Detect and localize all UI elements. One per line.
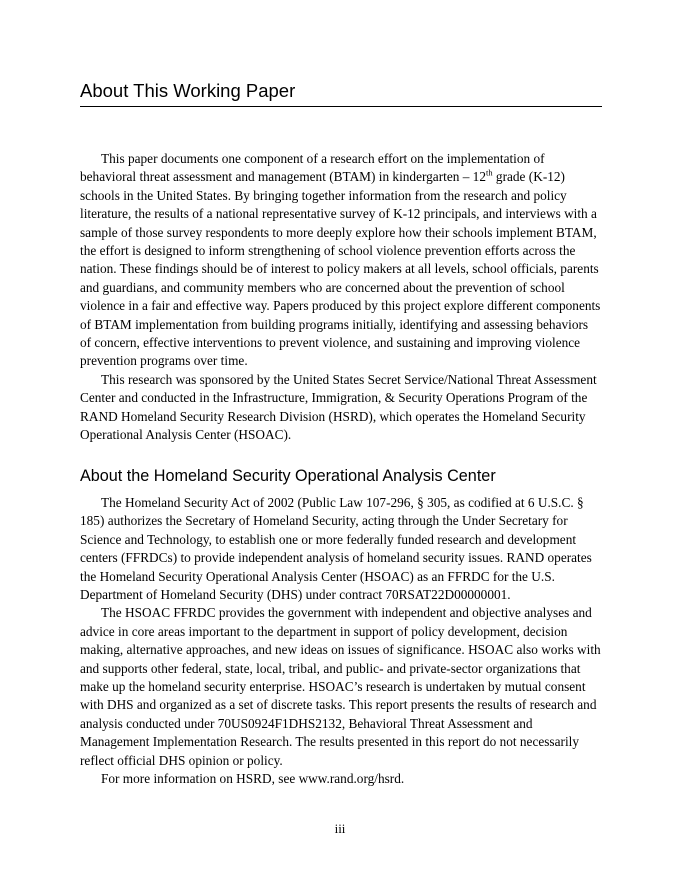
hsoac-section xyxy=(80,466,602,789)
paragraph-1-text-start: This paper documents one component of a research effort on the implementation of behavioral threat assessment and management (BTAM) in kindergarten – 12 xyxy=(80,151,545,185)
paragraph-1-text-end: grade (K-12) schools in the United States. By bringing together information from the research and policy literature, the results of a national representative survey of K-12 principals, and interviews with a sample of those survey respondents to more deeply explore how their schools implement BTAM, the effort is designed to inform strengthening of school violence prevention efforts across the nation. These findings should be of interest to policy makers at all levels, school officials, parents and guardians, and community members who are concerned about the prevention of school violence in a fair and effective way. Papers produced by this project explore different components of BTAM implementation from building programs initially, identifying and assessing behaviors of concern, effective interventions to prevent violence, and sustaining and improving violence prevention programs over time. xyxy=(80,169,601,369)
section-heading: About the Homeland Security Operational Analysis Center xyxy=(80,467,496,485)
working-paper-paragraph-2: This research was sponsored by the United States Secret Service/National Threat Assessment Center and conducted in the Infrastructure, Immigration, & Security Operations Program of the RAND Homeland Security Research Division (HSRD), which operates the Homeland Security Operational Analysis Center (HSOAC). xyxy=(80,371,597,443)
ordinal-superscript: th xyxy=(485,167,493,178)
page-title: About This Working Paper xyxy=(80,80,296,101)
hsoac-paragraph-1: The Homeland Security Act of 2002 (Public Law 107-296, § 305, as codified at 6 U.S.C. § 185) authorizes the Secretary of Homeland Security, acting through the Under Secretary for Science and Technology, to establish one or more federally funded research and development centers (FFRDCs) to provide independent analysis of homeland security issues. RAND operates the Homeland Security Operational Analysis Center (HSOAC) as an FFRDC for the U.S. Department of Homeland Security (DHS) under contract 70RSAT22D00000001. xyxy=(80,495,592,603)
working-paper-paragraph-1 xyxy=(80,150,602,371)
title-block xyxy=(80,80,602,107)
hsoac-paragraph-3: For more information on HSRD, see www.rand.org/hsrd. xyxy=(101,771,405,787)
hsoac-paragraph-2: The HSOAC FFRDC provides the government with independent and objective analyses and advice in core areas important to the department in support of policy development, decision making, alternative approaches, and new ideas on issues of significance. HSOAC also works with and supports other federal, state, local, tribal, and public- and private-sector organizations that make up the homeland security enterprise. HSOAC’s research is undertaken by mutual consent with DHS and organized as a set of discrete tasks. This report presents the results of research and analysis conducted under 70US0924F1DHS2132, Behavioral Threat Assessment and Management Implementation Research. The results presented in this report do not necessarily reflect official DHS opinion or policy. xyxy=(80,605,601,768)
working-paper-section xyxy=(80,150,602,445)
page-number: iii xyxy=(334,821,346,836)
